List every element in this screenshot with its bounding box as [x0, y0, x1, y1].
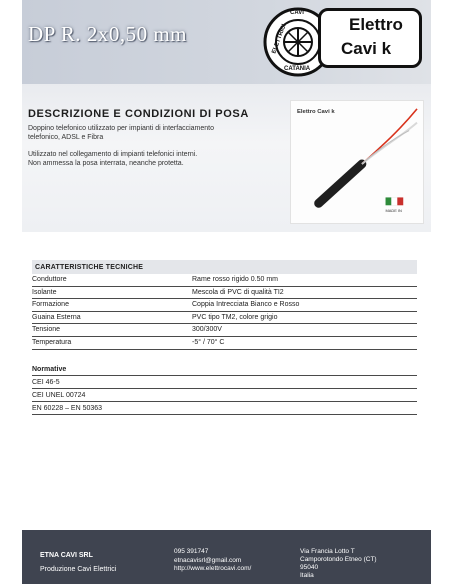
cable-illustration-icon	[291, 101, 423, 223]
spec-value: Coppia Intrecciata Bianco e Rosso	[192, 301, 300, 309]
spec-label: Temperatura	[32, 338, 72, 346]
spec-value: Mescola di PVC di qualità TI2	[192, 288, 284, 296]
seal-top-text: CAVI	[290, 10, 304, 16]
spec-row	[32, 337, 417, 350]
spec-heading: CARATTERISTICHE TECNICHE	[32, 260, 417, 274]
spec-label: Formazione	[32, 301, 69, 309]
spec-row	[32, 312, 417, 325]
spec-label: Tensione	[32, 326, 61, 334]
spec-row	[32, 299, 417, 312]
photo-made-in: MADE IN	[385, 208, 402, 214]
spec-row	[32, 274, 417, 287]
normative-item: CEI 46-5	[32, 376, 417, 389]
website-link[interactable]: http://www.elettrocavi.com/	[174, 565, 252, 572]
address-line: Via Francia Lotto T	[300, 548, 355, 555]
description-paragraph-2	[28, 150, 278, 168]
spec-label: Conduttore	[32, 276, 67, 283]
address-line: 95040	[300, 564, 319, 571]
brand-box	[318, 8, 422, 68]
cable-photo	[290, 100, 424, 224]
spec-row	[32, 324, 417, 337]
brand-name-line2: Cavi k	[341, 39, 392, 58]
description-line: Doppino telefonico utilizzato per impianti di interfacciamento	[28, 125, 214, 132]
address-line: Camporotondo Etneo (CT)	[300, 556, 377, 563]
product-title: DP R. 2x0,50 mm	[28, 22, 187, 46]
spec-value: 300/300V	[192, 326, 222, 334]
brand-name-line1: Elettro	[349, 15, 403, 34]
address-line: Italia	[300, 572, 314, 579]
description-title: DESCRIZIONE E CONDIZIONI DI POSA	[28, 108, 249, 120]
seal-left-text: ELETTRICI	[271, 23, 288, 55]
photo-mini-brand: Elettro Cavi k	[296, 108, 335, 115]
description-paragraph-1	[28, 124, 278, 142]
address	[300, 548, 377, 580]
header-banner	[22, 0, 431, 84]
description-line: Utilizzato nel collegamento di impianti telefonici interni.	[28, 151, 198, 158]
normative-list	[32, 364, 417, 415]
email-link[interactable]: etnacavisrl@gmail.com	[174, 557, 242, 564]
spec-value: Rame rosso rigido 0.50 mm	[192, 276, 278, 283]
footer	[22, 530, 431, 584]
spec-table	[32, 260, 417, 350]
description-section	[22, 84, 431, 232]
normative-item: CEI UNEL 00724	[32, 389, 417, 402]
spec-value: -5° / 70° C	[192, 338, 225, 346]
seal-bottom-text: CATANIA	[284, 66, 311, 72]
spec-label: Isolante	[32, 288, 57, 296]
normative-heading: Normative	[32, 364, 417, 376]
description-line: Non ammessa la posa interrata, neanche protetta.	[28, 160, 184, 167]
spec-value: PVC tipo TM2, colore grigio	[192, 313, 278, 321]
spec-row	[32, 287, 417, 300]
company-name: ETNA CAVI SRL	[40, 552, 93, 559]
phone-number: 095 391747	[174, 548, 209, 555]
description-line: telefonico, ADSL e Fibra	[28, 134, 104, 141]
spec-label: Guaina Esterna	[32, 313, 81, 321]
normative-item: EN 60228 – EN 50363	[32, 402, 417, 415]
brand-logo	[262, 2, 430, 82]
company-tagline: Produzione Cavi Elettrici	[40, 566, 117, 573]
